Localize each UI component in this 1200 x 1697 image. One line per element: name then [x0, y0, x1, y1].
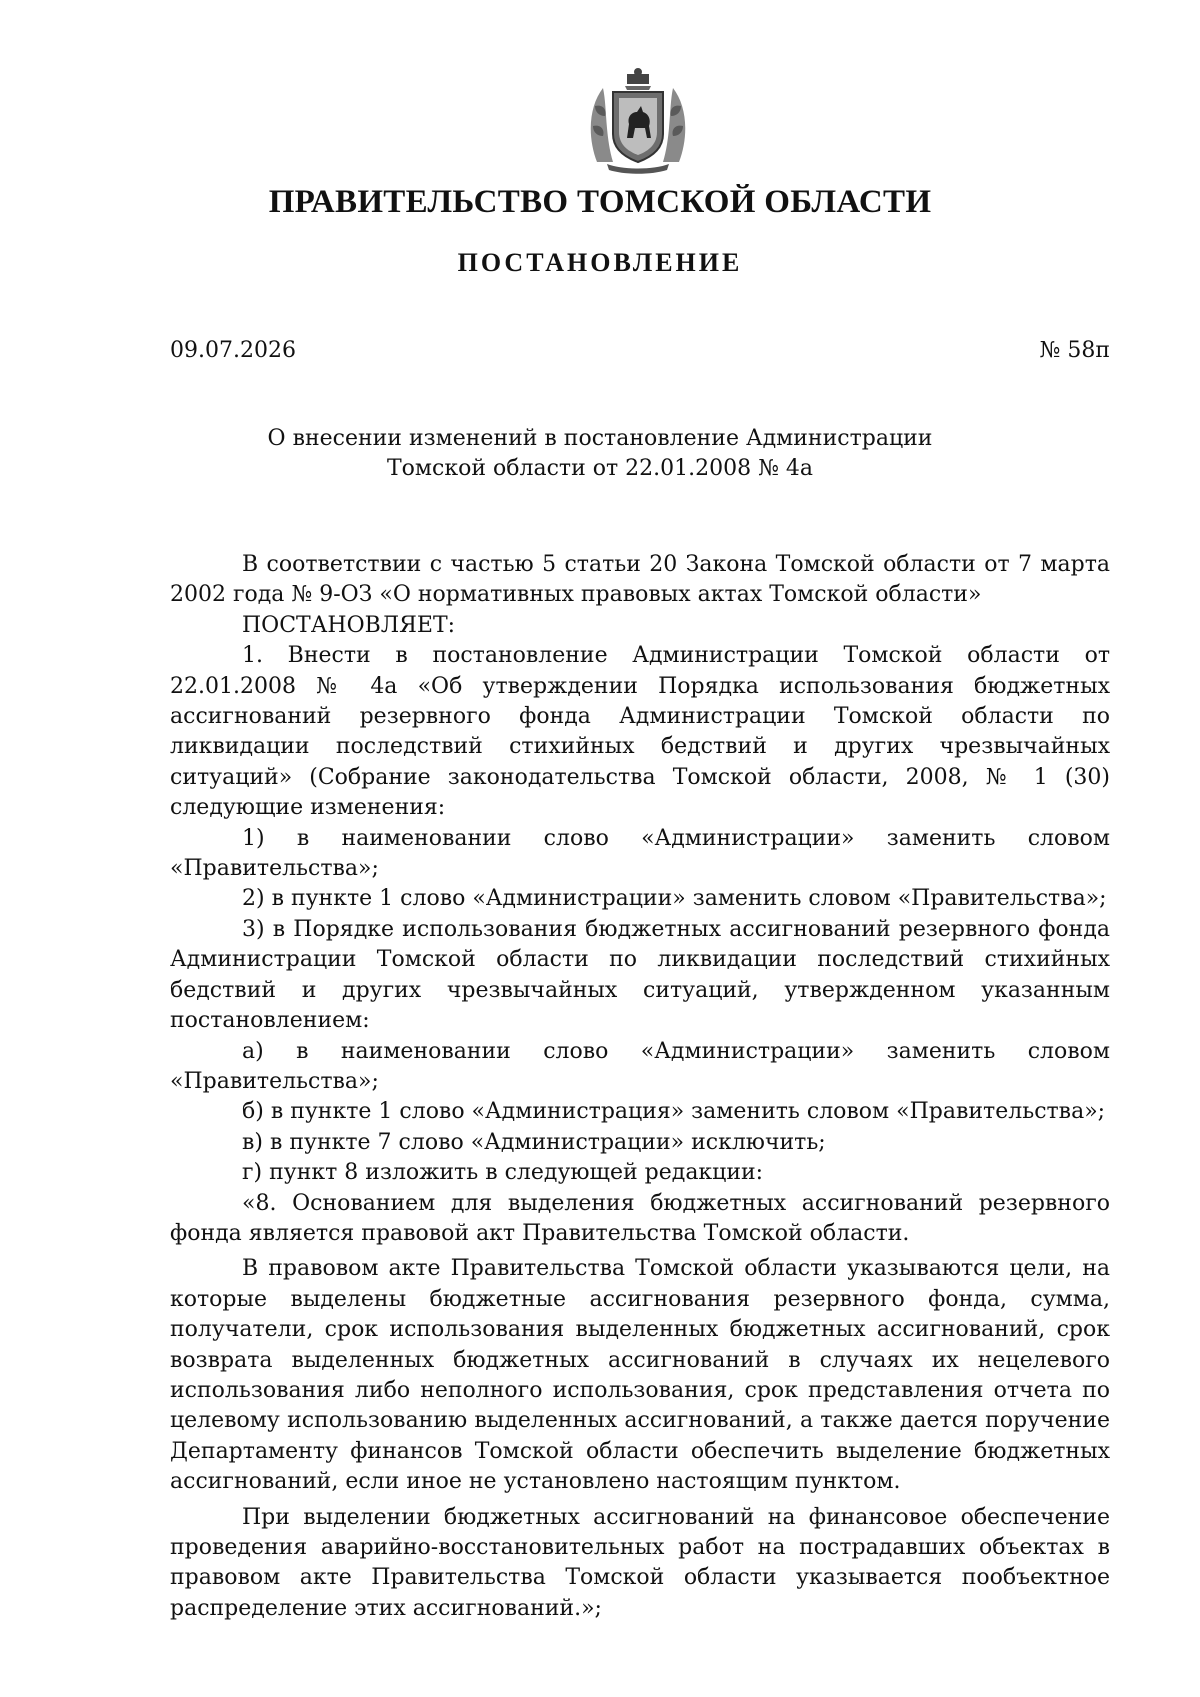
subject-line-2: Томской области от 22.01.2008 № 4а [386, 456, 814, 481]
preamble-paragraph: В соответствии с частью 5 статьи 20 Закона Томской области от 7 марта 2002 года № 9-ОЗ «О нормативных правовых актах Томской области» [170, 552, 1110, 608]
tomsk-region-coat-of-arms-icon [583, 66, 693, 176]
resolves-paragraph: ПОСТАНОВЛЯЕТ: [242, 612, 456, 638]
document-body [170, 550, 1110, 1624]
item-1-3-paragraph: 3) в Порядке использования бюджетных ассигнований резервного фонда Администрации Томской области по ликвидации последствий стихийных бедствий и других чрезвычайных ситуаций, утвержденном указанным постановлением: [170, 916, 1110, 1034]
subject-line-1: О внесении изменений в постановление Администрации [267, 426, 933, 451]
item-1-2-paragraph: 2) в пункте 1 слово «Администрации» заменить словом «Правительства»; [242, 886, 1107, 912]
organization-title: ПРАВИТЕЛЬСТВО ТОМСКОЙ ОБЛАСТИ [268, 184, 932, 220]
item-a-paragraph: а) в наименовании слово «Администрации» заменить словом «Правительства»; [170, 1038, 1110, 1094]
quote-paragraph-1: «8. Основанием для выделения бюджетных ассигнований резервного фонда является правовой акт Правительства Томской области. [170, 1190, 1110, 1246]
item-v-paragraph: в) в пункте 7 слово «Администрации» исключить; [242, 1129, 826, 1155]
document-subject [0, 424, 1200, 484]
document-number: № 58п [1039, 338, 1110, 363]
item-b-paragraph: б) в пункте 1 слово «Администрация» заменить словом «Правительства»; [242, 1099, 1106, 1125]
quote-paragraph-3: При выделении бюджетных ассигнований на финансовое обеспечение проведения аварийно-восстановительных работ на пострадавших объектах в правовом акте Правительства Томской области указывается пообъектное распределение этих ассигнований.»; [170, 1504, 1110, 1621]
document-type: ПОСТАНОВЛЕНИЕ [457, 248, 743, 277]
item-1-1-paragraph: 1) в наименовании слово «Администрации» заменить словом «Правительства»; [170, 825, 1110, 882]
quote-paragraph-2: В правовом акте Правительства Томской области указываются цели, на которые выделены бюджетные ассигнования резервного фонда, сумма, получатели, срок использования выделенных бюджетных ассигнований, срок возврата выделенных бюджетных ассигнований в случаях их нецелевого использования либо неполного использования, срок представления отчета по целевому использованию выделенных ассигнований, а также дается поручение Департаменту финансов Томской области обеспечить выделение бюджетных ассигнований, если иное не установлено настоящим пунктом. [170, 1256, 1110, 1495]
item-1-paragraph: 1. Внести в постановление Администрации Томской области от 22.01.2008 № 4а «Об утверждении Порядка использования бюджетных ассигнований резервного фонда Администрации Томской области по ликвидации последствий стихийных бедствий и других чрезвычайных ситуаций» (Собрание законодательства Томской области, 2008, № 1 (30) следующие изменения: [170, 643, 1110, 821]
document-date: 09.07.2026 [170, 338, 296, 363]
item-g-paragraph: г) пункт 8 изложить в следующей редакции: [242, 1160, 764, 1186]
